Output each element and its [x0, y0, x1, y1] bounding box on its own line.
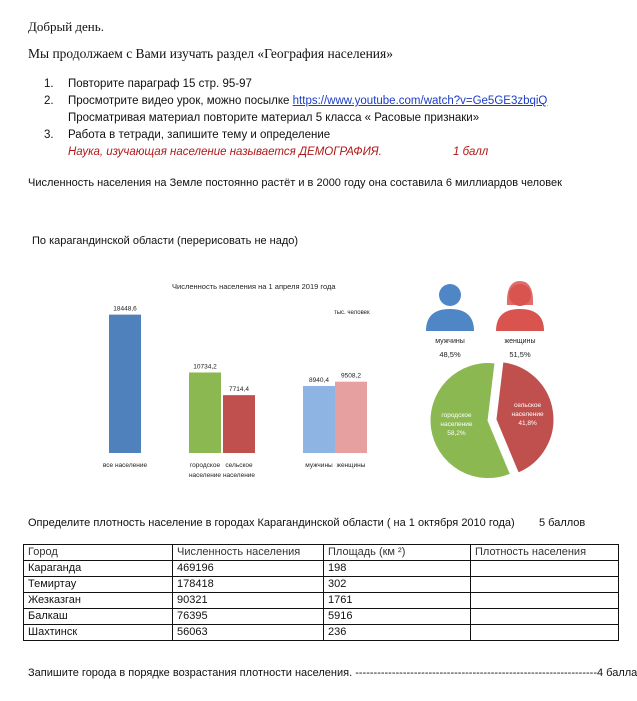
category-label: городское [189, 462, 221, 469]
category-label: сельское [225, 462, 253, 469]
bar [189, 372, 221, 453]
cell-density[interactable] [471, 625, 619, 641]
task-text: Повторите параграф 15 стр. 95-97 [68, 78, 252, 90]
density-table [23, 544, 619, 641]
greeting: Добрый день. [28, 19, 104, 34]
cell-density[interactable] [471, 561, 619, 577]
final-task [28, 667, 637, 679]
head-shape [509, 284, 531, 306]
task-note [28, 110, 618, 127]
gender-label: женщины [504, 338, 536, 345]
task-number: 3. [44, 129, 54, 141]
population-note: Численность населения на Земле постоянно растёт и в 2000 году она составила 6 миллиардов человек [28, 177, 562, 189]
gender-percent: 48,5% [439, 350, 461, 359]
cell-population: 76395 [173, 609, 324, 625]
cell-city: Жезказган [24, 593, 173, 609]
chart-title: Численность населения на 1 апреля 2019 года [172, 282, 336, 291]
table-row [24, 593, 619, 609]
task-item-1 [28, 76, 618, 93]
task-number: 1. [44, 78, 54, 90]
gender-icons-layer [426, 281, 544, 359]
cell-density[interactable] [471, 593, 619, 609]
cell-area: 5916 [324, 609, 471, 625]
cell-population: 56063 [173, 625, 324, 641]
head-shape [439, 284, 461, 306]
population-infographic [72, 275, 568, 495]
body-shape [426, 309, 474, 331]
cell-population: 178418 [173, 577, 324, 593]
bars-layer [103, 306, 367, 479]
task-text: Просмотрите видео урок, можно посылке [68, 95, 293, 107]
cell-area: 236 [324, 625, 471, 641]
cell-population: 90321 [173, 593, 324, 609]
task-number: 2. [44, 95, 54, 107]
region-note: По карагандинской области (перерисовать не надо) [32, 235, 299, 247]
bar-value-label: 7714,4 [229, 386, 249, 394]
final-task-dashes: ------------------------------------------------------------------ [355, 667, 597, 679]
cell-area: 198 [324, 561, 471, 577]
task-item-2 [28, 93, 618, 110]
header-density: Плотность населения [471, 545, 619, 561]
cell-city: Темиртау [24, 577, 173, 593]
density-task-points: 5 баллов [539, 517, 586, 529]
category-label: население [188, 472, 222, 479]
cell-city: Шахтинск [24, 625, 173, 641]
table-row [24, 577, 619, 593]
cell-area: 1761 [324, 593, 471, 609]
header-population: Численность населения [173, 545, 324, 561]
task-list [28, 76, 618, 161]
density-task-text: Определите плотность население в городах Карагандинской области ( на 1 октября 2010 года) [28, 517, 515, 529]
task-note-text: Просматривая материал повторите материал 5 класса « Расовые признаки» [68, 112, 480, 124]
category-label: население [222, 472, 256, 479]
gender-percent: 51,5% [509, 350, 531, 359]
bar [303, 386, 335, 453]
pie-slice-name: городское [441, 411, 472, 419]
female-icon [496, 281, 544, 331]
definition-line [28, 144, 618, 161]
bar-value-label: 9508,2 [341, 372, 361, 380]
final-task-text: Запишите города в порядке возрастания плотности населения. [28, 667, 356, 679]
definition-text: Наука, изучающая население называется ДЕМОГРАФИЯ. [68, 146, 382, 158]
task-text: Работа в тетради, запишите тему и определение [68, 129, 331, 141]
infographic-svg [72, 275, 568, 495]
bar [109, 315, 141, 453]
pie-slice-name: население [440, 420, 473, 428]
category-label: женщины [336, 462, 366, 469]
category-label: все население [102, 462, 148, 469]
male-icon [426, 284, 474, 331]
pie-slice-value: 41,8% [518, 420, 537, 428]
pie-chart [430, 362, 554, 479]
final-task-points: 4 балла [596, 667, 637, 679]
cell-density[interactable] [471, 609, 619, 625]
chart-units: тыс. человек [334, 310, 370, 316]
body-shape [496, 309, 544, 331]
header-city: Город [24, 545, 173, 561]
cell-population: 469196 [173, 561, 324, 577]
pie-slice-name: сельское [513, 402, 542, 410]
cell-city: Балкаш [24, 609, 173, 625]
density-task [28, 517, 586, 529]
bar [223, 395, 255, 453]
intro-text: Мы продолжаем с Вами изучать раздел «География населения» [28, 46, 393, 61]
table-row [24, 625, 619, 641]
pie-slice-value: 58,2% [447, 429, 466, 437]
table-header-row [24, 545, 619, 561]
cell-city: Караганда [24, 561, 173, 577]
bar [335, 382, 367, 453]
bar-value-label: 10734,2 [193, 363, 217, 371]
bar-value-label: 18448,6 [113, 305, 137, 313]
pie-slice-name: население [511, 411, 544, 419]
header-area: Площадь (км ²) [324, 545, 471, 561]
cell-area: 302 [324, 577, 471, 593]
bar-value-label: 8940,4 [309, 376, 329, 384]
gender-label: мужчины [435, 338, 465, 345]
category-label: мужчины [305, 462, 333, 469]
task-item-3 [28, 127, 618, 144]
video-link[interactable]: https://www.youtube.com/watch?v=Ge5GE3zbqiQ [292, 95, 548, 107]
table-row [24, 561, 619, 577]
table-row [24, 609, 619, 625]
definition-points: 1 балл [453, 146, 489, 158]
cell-density[interactable] [471, 577, 619, 593]
